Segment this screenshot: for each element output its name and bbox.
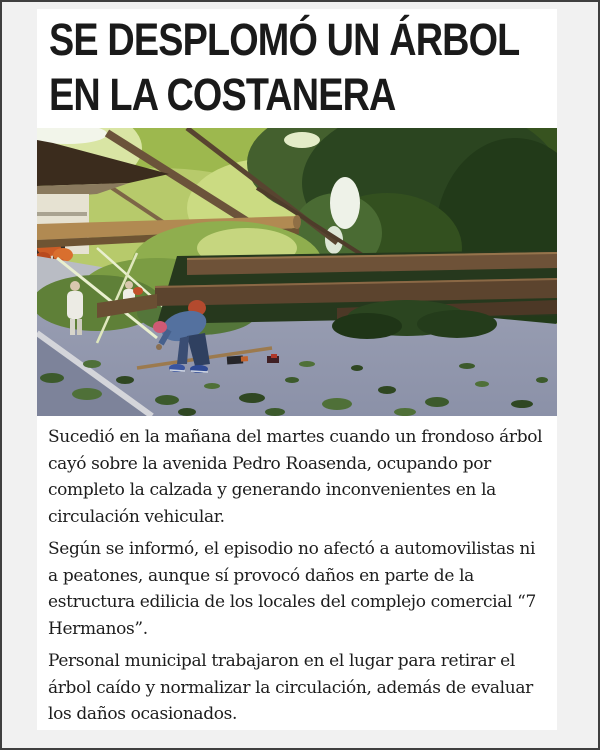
article-paragraph: Personal municipal trabajaron en el lugar para retirar el árbol caído y normalizar la circulación, además de evaluar los daños ocasionados.: [48, 651, 533, 724]
sky-gap: [330, 177, 360, 229]
headline-line-1: SE DESPLOMÓ UN ÁRBOL: [49, 14, 520, 65]
article-photo: [37, 128, 557, 416]
worker-cap: [153, 321, 167, 333]
article-headline: [37, 12, 557, 122]
article-body: [37, 416, 557, 728]
article-paragraph: Sucedió en la mañana del martes cuando un frondoso árbol cayó sobre la avenida Pedro Roasenda, ocupando por completo la calzada y generando inconvenientes en la circulación vehicular.: [48, 427, 543, 527]
article-card: [37, 9, 557, 730]
fallen-tree-photo-illustration: [37, 128, 557, 416]
article-paragraph: Según se informó, el episodio no afectó a automovilistas ni a peatones, aunque sí provocó daños en parte de la estructura edilicia de los locales del complejo comercial “7 Hermanos”.: [48, 539, 536, 639]
headline-line-2: EN LA COSTANERA: [49, 69, 396, 120]
